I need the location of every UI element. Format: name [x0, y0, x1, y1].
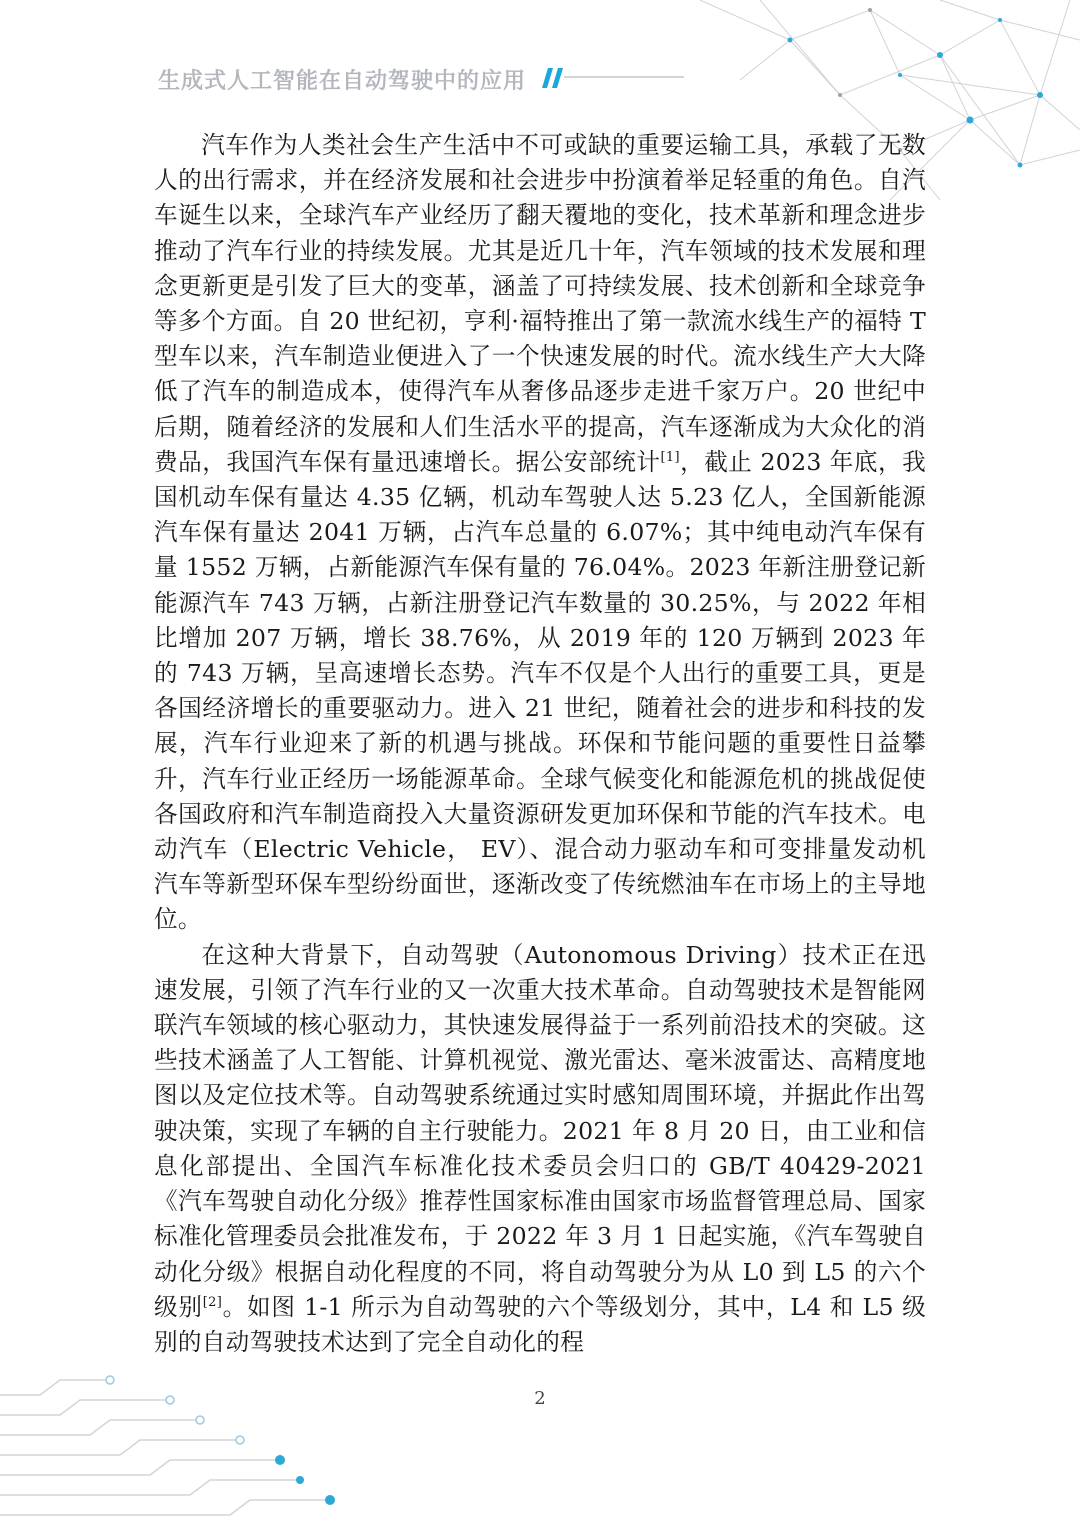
- slanted-bars-icon: [536, 66, 686, 92]
- paragraph-2: [154, 938, 926, 1360]
- circuit-traces-graphic: [0, 1355, 360, 1527]
- citation-ref: [1]: [660, 449, 680, 465]
- page-number: 2: [534, 1388, 546, 1409]
- body-text: [154, 128, 926, 1360]
- paragraph-text: 汽车作为人类社会生产生活中不可或缺的重要运输工具，承载了无数人的出行需求，并在经济发展和社会进步中扮演着举足轻重的角色。自汽车诞生以来，全球汽车产业经历了翻天覆地的变化，技术革新和理念进步推动了汽车行业的持续发展。尤其是近几十年，汽车领域的技术发展和理念更新更是引发了巨大的变革，涵盖了可持续发展、技术创新和全球竞争等多个方面。自 20 世纪初，亨利·福特推出了第一款流水线生产的福特 T 型车以来，汽车制造业便进入了一个快速发展的时代。流水线生产大大降低了汽车的制造成本，使得汽车从奢侈品逐步走进千家万户。20 世纪中后期，随着经济的发展和人们生活水平的提高，汽车逐渐成为大众化的消费品，我国汽车保有量迅速增长。据公安部统计: [154, 131, 926, 476]
- paragraph-1: [154, 128, 926, 938]
- header-title: 生成式人工智能在自动驾驶中的应用: [158, 68, 527, 94]
- running-header: [158, 62, 686, 96]
- paragraph-text: ，截止 2023 年底，我国机动车保有量达 4.35 亿辆，机动车驾驶人达 5.23 亿人，全国新能源汽车保有量达 2041 万辆，占汽车总量的 6.07%；其中纯电动汽车保有量 1552 万辆，占新能源汽车保有量的 76.04%。2023 年新注册登记新能源汽车 743 万辆，占新注册登记汽车数量的 30.25%，与 2022 年相比增加 207 万辆，增长 38.76%，从 2019 年的 120 万辆到 2023 年的 743 万辆，呈高速增长态势。汽车不仅是个人出行的重要工具，更是各国经济增长的重要驱动力。进入 21 世纪，随着社会的进步和科技的发展，汽车行业迎来了新的机遇与挑战。环保和节能问题的重要性日益攀升，汽车行业正经历一场能源革命。全球气候变化和能源危机的挑战促使各国政府和汽车制造商投入大量资源研发更加环保和节能的汽车技术。电动汽车（Electric Vehicle， EV）、混合动力驱动车和可变排量发动机汽车等新型环保车型纷纷面世，逐渐改变了传统燃油车在市场上的主导地位。: [154, 447, 926, 934]
- citation-ref: [2]: [202, 1294, 223, 1310]
- paragraph-text: 在这种大背景下，自动驾驶（Autonomous Driving）技术正在迅速发展，引领了汽车行业的又一次重大技术革命。自动驾驶技术是智能网联汽车领域的核心驱动力，其快速发展得益于一系列前沿技术的突破。这些技术涵盖了人工智能、计算机视觉、激光雷达、毫米波雷达、高精度地图以及定位技术等。自动驾驶系统通过实时感知周围环境，并据此作出驾驶决策，实现了车辆的自主行驶能力。2021 年 8 月 20 日，由工业和信息化部提出、全国汽车标准化技术委员会归口的 GB/T 40429-2021《汽车驾驶自动化分级》推荐性国家标准由国家市场监督管理总局、国家标准化管理委员会批准发布，于 2022 年 3 月 1 日起实施，《汽车驾驶自动化分级》根据自动化程度的不同，将自动驾驶分为从 L0 到 L5 的六个级别: [154, 940, 926, 1321]
- paragraph-text: 。如图 1-1 所示为自动驾驶的六个等级划分，其中，L4 和 L5 级别的自动驾驶技术达到了完全自动化的程: [154, 1292, 926, 1356]
